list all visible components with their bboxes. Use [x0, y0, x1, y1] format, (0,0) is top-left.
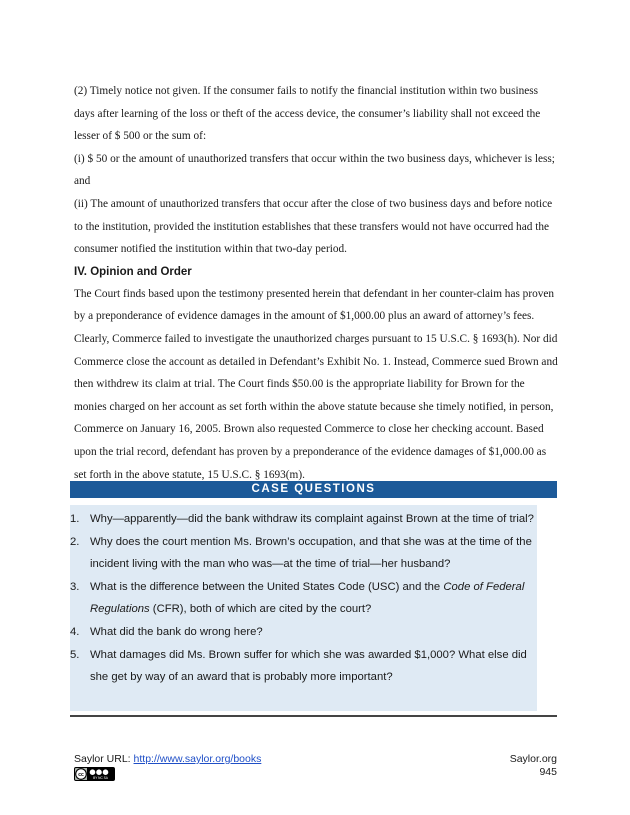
question-item	[70, 576, 537, 621]
statute-paragraph-2: (2) Timely notice not given. If the consumer fails to notify the financial institution within two business days after learning of the loss or theft of the access device, the consumer’s liability shall not exceed the lesser of $ 500 or the sum of:	[74, 85, 541, 143]
footer-url-label: Saylor URL:	[74, 753, 134, 765]
question-text: Why does the court mention Ms. Brown’s occupation, and that she was at the time of the incident living with the man who was—at the time of trial—her husband?	[90, 535, 532, 571]
main-body-text	[74, 80, 558, 486]
question-text-end: (CFR), both of which are cited by the court?	[149, 603, 372, 616]
question-number: 1.	[70, 513, 80, 525]
section-heading: IV. Opinion and Order	[74, 265, 192, 278]
page-number: 945	[539, 766, 557, 778]
question-text: What damages did Ms. Brown suffer for which she was awarded $1,000? What else did she get by way of an award that is probably more important?	[90, 648, 527, 684]
question-number: 2.	[70, 535, 80, 548]
opinion-paragraph: The Court finds based upon the testimony presented herein that defendant in her counter-claim has proven by a preponderance of evidence damages in the amount of $1,000.00 plus an award of attorney’s fees. Clearly, Commerce failed to investigate the unauthorized charges pursuant to 15 U.S.C. § 1693(h). Nor did Commerce close the account as detailed in Defendant’s Exhibit No. 1. Instead, Commerce sued Brown and then withdrew its claim at trial. The Court finds $50.00 is the appropriate liability for Brown for the monies charged on her account as set forth within the above statute because she timely notified, in person, Commerce on January 16, 2005. Brown also requested Commerce to close her checking account. Based upon the trial record, defendant has proven by a preponderance of the evidence damages of $1,000.00 as set forth in the above statute, 15 U.S.C. § 1693(m).	[74, 287, 558, 481]
footer-url	[74, 753, 261, 765]
question-number: 5.	[70, 648, 80, 661]
question-item	[70, 621, 537, 644]
creative-commons-license-icon	[74, 767, 115, 781]
question-text	[90, 576, 537, 621]
svg-text:cc: cc	[78, 771, 84, 778]
question-item	[70, 508, 537, 531]
section-divider	[70, 715, 557, 717]
question-item	[70, 531, 537, 576]
question-number: 3.	[70, 580, 80, 593]
statute-paragraph-i: (i) $ 50 or the amount of unauthorized transfers that occur within the two business days, whichever is less; and	[74, 152, 555, 188]
question-item	[70, 644, 537, 689]
question-text: What did the bank do wrong here?	[90, 625, 263, 638]
footer-right	[510, 753, 557, 779]
case-questions-box	[70, 505, 537, 711]
question-number: 4.	[70, 625, 80, 638]
question-text-start: What is the difference between the United States Code (USC) and the	[90, 580, 444, 593]
question-text: Why—apparently—did the bank withdraw its complaint against Brown at the time of trial?	[90, 513, 534, 525]
case-questions-header: CASE QUESTIONS	[70, 481, 557, 498]
license-text: BY NC SA	[93, 776, 108, 781]
question-text-italic: Code of Federal Regulations	[90, 580, 525, 616]
saylor-books-link[interactable]: http://www.saylor.org/books	[133, 753, 262, 765]
statute-paragraph-ii: (ii) The amount of unauthorized transfers that occur after the close of two business days and before notice to the institution, provided the institution establishes that these transfers would not have occurred had the consumer notified the institution within that two-day period.	[74, 197, 553, 256]
footer-site: Saylor.org	[509, 753, 557, 765]
case-questions-list	[70, 505, 537, 689]
